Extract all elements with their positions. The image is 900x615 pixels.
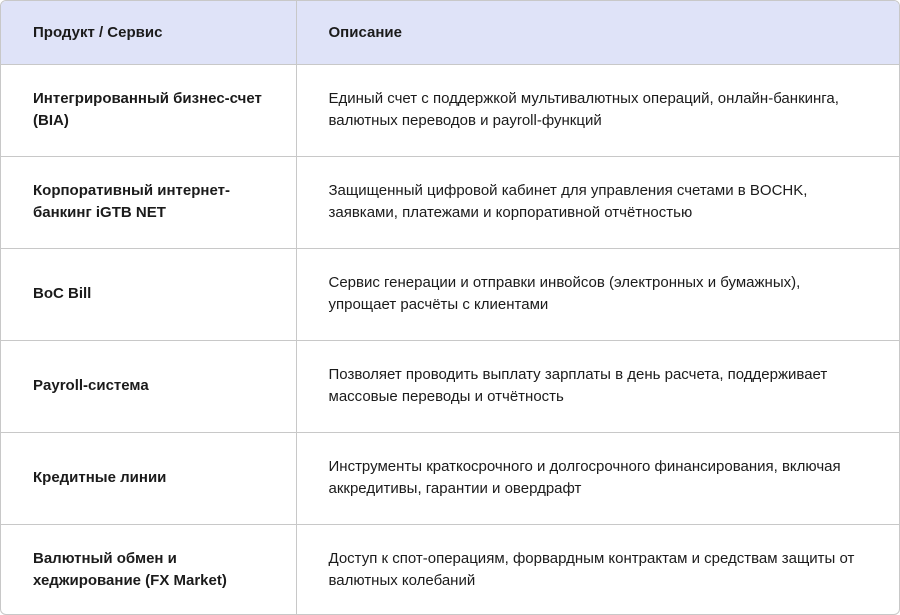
- description-cell: Сервис генерации и отправки инвойсов (электронных и бумажных), упрощает расчёты с клиентами: [296, 248, 899, 340]
- table-row: [1, 524, 899, 615]
- table-header-row: [1, 1, 899, 64]
- product-cell: Кредитные линии: [33, 469, 167, 486]
- product-cell: Интегрированный бизнес-счет (BIA): [33, 90, 262, 129]
- product-cell: Валютный обмен и хеджирование (FX Market): [33, 550, 227, 590]
- column-header-product: Продукт / Сервис: [33, 23, 163, 41]
- description-cell: Единый счет с поддержкой мультивалютных операций, онлайн-банкинга, валютных переводов и payroll-функций: [296, 64, 899, 156]
- table-row: [1, 64, 899, 156]
- product-cell: Payroll-система: [33, 377, 149, 394]
- table-row: [1, 156, 899, 248]
- table-row: [1, 340, 899, 432]
- table-row: [1, 248, 899, 340]
- description-cell: Инструменты краткосрочного и долгосрочного финансирования, включая аккредитивы, гарантии и овердрафт: [296, 432, 899, 524]
- description-cell: Позволяет проводить выплату зарплаты в день расчета, поддерживает массовые переводы и отчётность: [296, 340, 899, 432]
- column-header-description: Описание: [296, 1, 899, 64]
- product-cell: Корпоративный интернет-банкинг iGTB NET: [33, 182, 230, 221]
- description-cell: Доступ к спот-операциям, форвардным контрактам и средствам защиты от валютных колебаний: [296, 524, 899, 615]
- table-row: [1, 432, 899, 524]
- product-cell: BoC Bill: [33, 285, 92, 302]
- description-cell: Защищенный цифровой кабинет для управления счетами в BOCHK, заявками, платежами и корпоративной отчётностью: [296, 156, 899, 248]
- products-table-grid: [1, 1, 899, 615]
